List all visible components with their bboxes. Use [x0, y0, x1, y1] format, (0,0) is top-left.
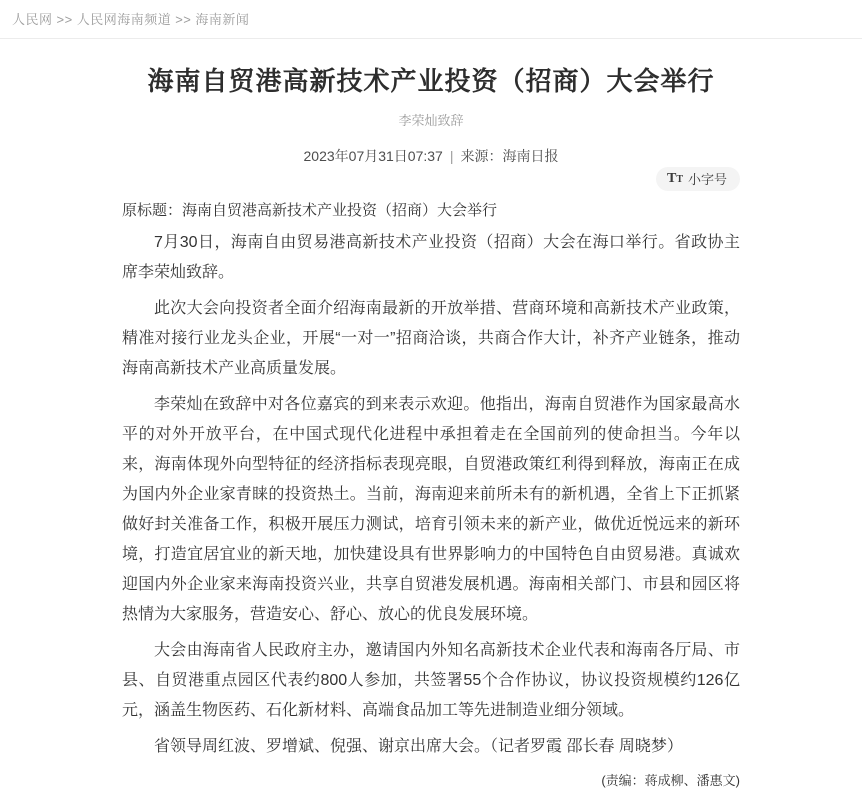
original-title: 原标题：海南自贸港高新技术产业投资（招商）大会举行 [122, 202, 498, 219]
font-size-label: 小字号 [687, 172, 727, 187]
article-paragraph: 大会由海南省人民政府主办，邀请国内外知名高新技术企业代表和海南各厅局、市县、自贸港重点园区代表约800人参加，共签署55个合作协议，协议投资规模约126亿元，涵盖生物医药、石化新材料、高端食品加工等先进制造业细分领域。 [122, 642, 740, 719]
source-label: 来源： [460, 148, 503, 164]
font-size-icon: TT [666, 171, 683, 186]
source-link[interactable]: 海南日报 [502, 148, 559, 164]
breadcrumb-separator: >> [175, 12, 192, 27]
breadcrumb-separator: >> [56, 12, 73, 27]
top-bar [0, 0, 862, 39]
article-paragraph: 李荣灿在致辞中对各位嘉宾的到来表示欢迎。他指出，海南自贸港作为国家最高水平的对外开放平台，在中国式现代化进程中承担着走在全国前列的使命担当。今年以来，海南体现外向型特征的经济指标表现亮眼，自贸港政策红利得到释放，海南正在成为国内外企业家青睐的投资热土。当前，海南迎来前所未有的新机遇，全省上下正抓紧做好封关准备工作，积极开展压力测试，培育引领未来的新产业，做优近悦远来的新环境，打造宜居宜业的新天地，加快建设具有世界影响力的中国特色自由贸易港。真诚欢迎国内外企业家来海南投资兴业，共享自贸港发展机遇。海南相关部门、市县和园区将热情为大家服务，营造安心、舒心、放心的优良发展环境。 [122, 396, 740, 623]
article-subtitle: 李荣灿致辞 [398, 113, 464, 128]
font-size-button[interactable] [656, 167, 740, 191]
editor-note: (责编：蒋成柳、潘惠文) [601, 773, 740, 788]
page-title: 海南自贸港高新技术产业投资（招商）大会举行 [147, 66, 715, 96]
article-paragraph: 省领导周红波、罗增斌、倪强、谢京出席大会。（记者罗霞 邵长春 周晓梦） [154, 738, 683, 755]
breadcrumb-link-hainan-channel[interactable]: 人民网海南频道 [76, 12, 172, 27]
article-meta [122, 146, 740, 166]
publish-date: 2023年07月31日07:37 [303, 148, 443, 164]
article-paragraph: 7月30日，海南自由贸易港高新技术产业投资（招商）大会在海口举行。省政协主席李荣灿致辞。 [122, 234, 740, 281]
article-toolbar [122, 167, 740, 191]
meta-separator: | [449, 148, 454, 164]
breadcrumb-link-peoples-daily[interactable]: 人民网 [12, 12, 53, 27]
article-paragraph: 此次大会向投资者全面介绍海南最新的开放举措、营商环境和高新技术产业政策，精准对接行业龙头企业，开展“一对一”招商洽谈，共商合作大计，补齐产业链条，推动海南高新技术产业高质量发展。 [122, 300, 740, 377]
breadcrumb-link-hainan-news[interactable]: 海南新闻 [195, 12, 250, 27]
article-container [122, 39, 740, 789]
breadcrumb [12, 9, 850, 28]
